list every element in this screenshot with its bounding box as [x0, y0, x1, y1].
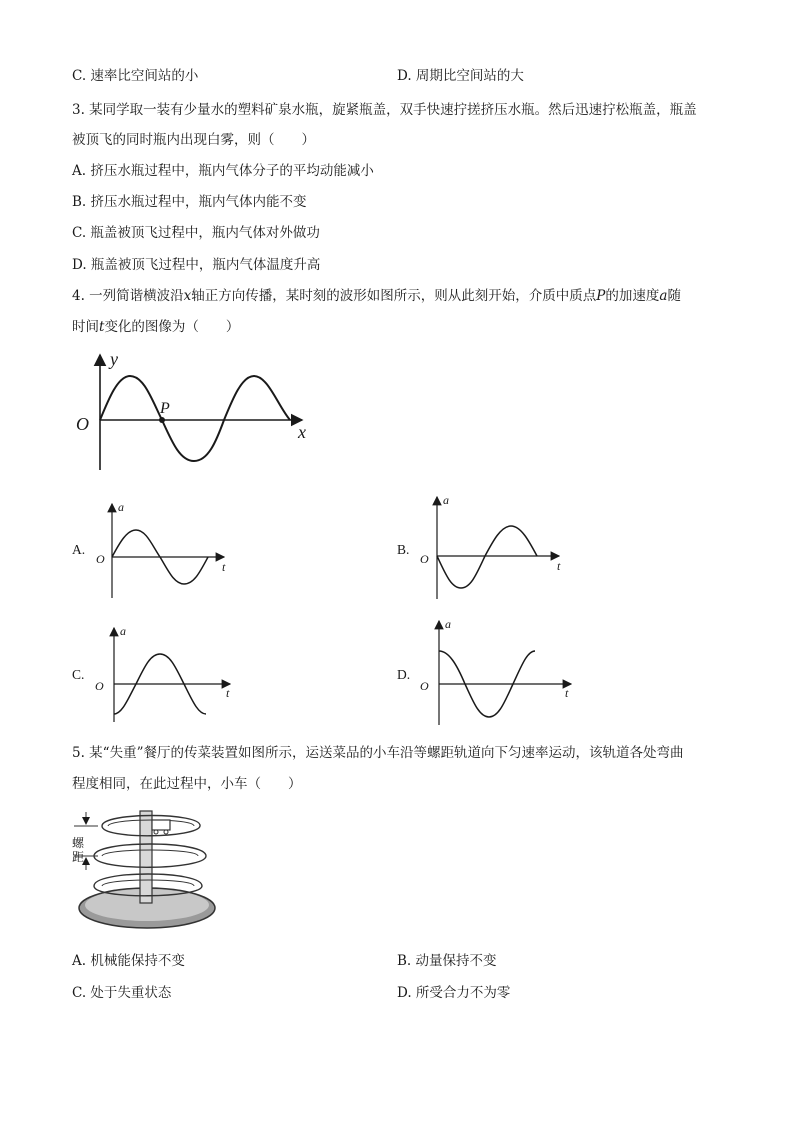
q3-option-d: D. 瓶盖被顶飞过程中，瓶内气体温度升高	[72, 257, 321, 273]
q4-stem-text: 的加速度	[605, 288, 660, 304]
q3-option-a: A. 挤压水瓶过程中，瓶内气体分子的平均动能减小	[72, 163, 374, 179]
q3-option-c: C. 瓶盖被顶飞过程中，瓶内气体对外做功	[72, 225, 320, 241]
wave-figure	[72, 350, 312, 480]
wave-x-label: x	[298, 422, 306, 442]
q5-option-c: C. 处于失重状态	[72, 985, 172, 1001]
spiral-track-figure	[72, 806, 222, 936]
q4-stem-line2	[72, 318, 239, 336]
q4-var-x: x	[183, 288, 192, 304]
option-d-x-label: t	[565, 686, 569, 700]
option-c-x-label: t	[226, 686, 230, 700]
option-d-origin: O	[420, 679, 429, 693]
q3-option-b: B. 挤压水瓶过程中，瓶内气体内能不变	[72, 194, 307, 210]
q4-var-t: t	[99, 319, 105, 335]
q3-stem-line1: 3. 某同学取一装有少量水的塑料矿泉水瓶，旋紧瓶盖，双手快速拧搓挤压水瓶。然后迅速拧松瓶盖，瓶盖	[72, 102, 697, 118]
q4-stem-line1	[72, 287, 681, 305]
cart-wheel	[154, 830, 158, 834]
q4-stem-text: 时间	[72, 319, 99, 335]
q4-stem-text: 4. 一列简谐横波沿	[72, 288, 184, 304]
q5-stem-line2: 程度相同，在此过程中，小车（ ）	[72, 776, 302, 792]
option-b-graph	[417, 493, 567, 603]
option-c-graph	[92, 624, 242, 724]
wave-point-label: P	[160, 400, 170, 417]
q3-stem-line2: 被顶飞的同时瓶内出现白雾，则（ ）	[72, 132, 315, 148]
q4-var-a: a	[659, 288, 668, 304]
q4-option-c-label: C.	[72, 667, 85, 682]
option-b-x-label: t	[557, 559, 561, 573]
q2-option-d: D. 周期比空间站的大	[397, 68, 524, 84]
option-a-y-label: a	[118, 500, 124, 514]
q4-option-a-label: A.	[72, 542, 86, 557]
q5-option-a: A. 机械能保持不变	[72, 953, 185, 969]
option-a-graph	[92, 500, 232, 600]
option-a-x-label: t	[222, 560, 226, 574]
q5-option-d: D. 所受合力不为零	[397, 985, 511, 1001]
wave-origin-label: O	[76, 414, 89, 434]
option-d-graph	[417, 617, 577, 727]
point-p-marker	[159, 417, 165, 423]
option-c-y-label: a	[120, 624, 126, 638]
q4-stem-text: 轴正方向传播，某时刻的波形如图所示，则从此刻开始，介质中质点	[191, 288, 597, 304]
cart	[152, 820, 170, 830]
q5-stem-line1: 5. 某“失重”餐厅的传菜装置如图所示，运送菜品的小车沿等螺距轨道向下匀速率运动，该轨道各处弯曲	[72, 745, 684, 761]
option-a-origin: O	[96, 552, 105, 566]
q5-option-b: B. 动量保持不变	[397, 953, 497, 969]
option-b-curve	[437, 526, 537, 588]
option-b-y-label: a	[443, 493, 449, 507]
q2-option-c: C. 速率比空间站的小	[72, 68, 199, 84]
q4-var-p: P	[596, 288, 606, 304]
q4-option-d-label: D.	[397, 667, 411, 682]
q4-stem-text: 随	[667, 288, 681, 304]
cart-wheel	[164, 830, 168, 834]
option-c-origin: O	[95, 679, 104, 693]
option-b-origin: O	[420, 552, 429, 566]
q4-option-b-label: B.	[397, 542, 410, 557]
q4-stem-text: 变化的图像为（ ）	[104, 319, 240, 335]
option-d-y-label: a	[445, 617, 451, 631]
center-pole	[140, 811, 152, 903]
pitch-label: 螺距	[72, 836, 85, 864]
wave-y-label: y	[110, 349, 118, 369]
wave-curve	[100, 376, 290, 461]
